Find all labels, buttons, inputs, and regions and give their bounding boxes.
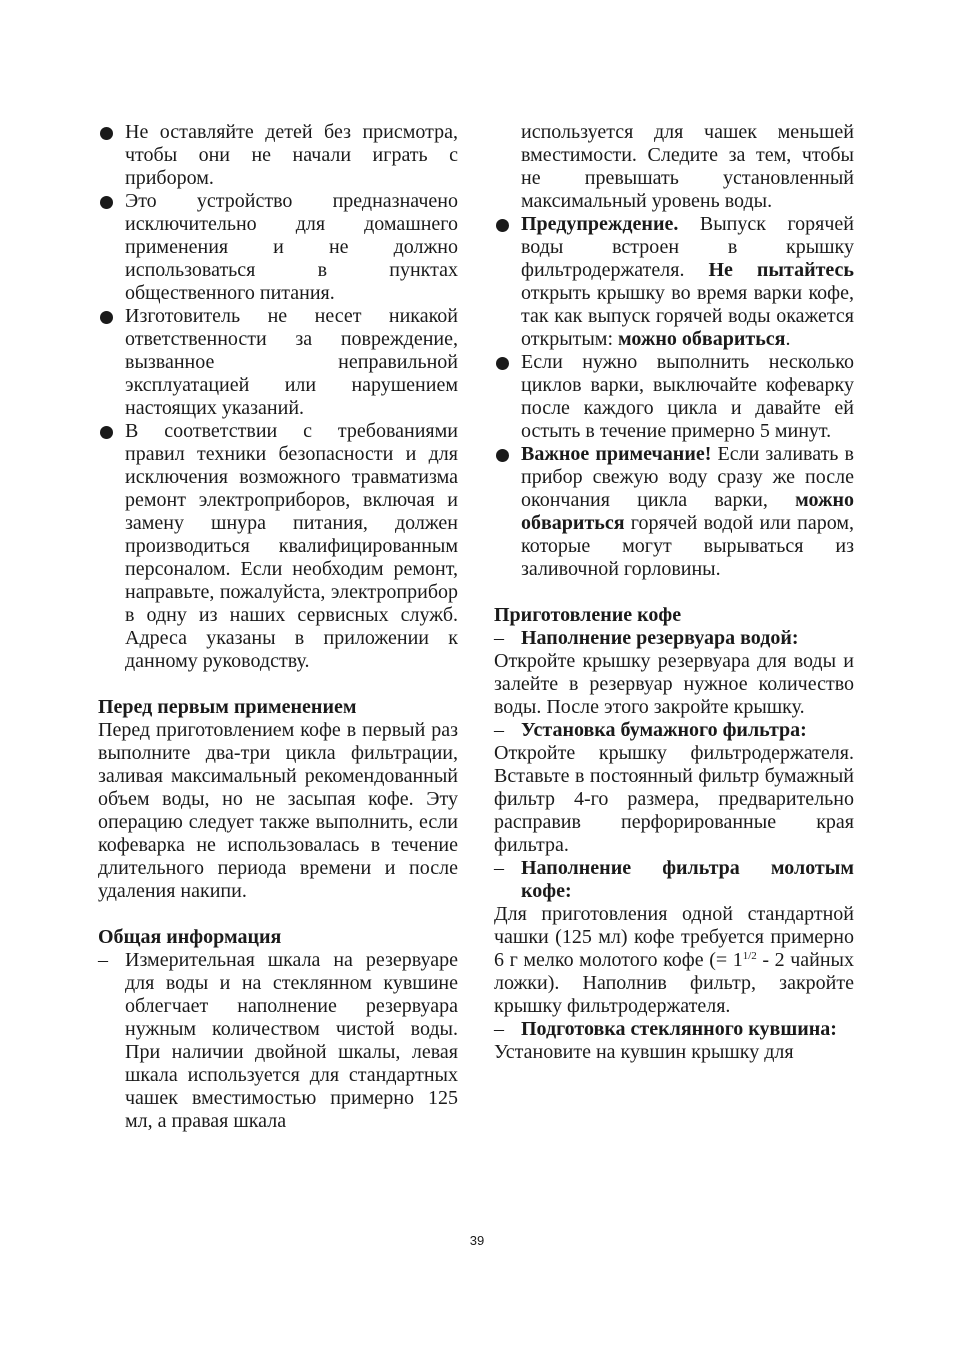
cycles-item: Если нужно выполнить несколько циклов варки, выключайте кофеварку после каждого цикла и давайте ей остыть в течение примерно 5 минут. [494, 351, 854, 443]
right-column [494, 121, 854, 1064]
bullet-item: В соответствии с требованиями правил техники безопасности и для исключения возможного травматизма ремонт электроприборов, включая и замену шнура питания, должен производиться квалифицированным персоналом. Если необходим ремонт, направьте, пожалуйста, электроприбор в одну из наших сервисных служб. Адреса указаны в приложении к данному руководству. [98, 420, 458, 673]
step-paper-filter-heading: – Установка бумажного фильтра: [494, 719, 854, 742]
step-jug-heading: – Подготовка стеклянного кувшина: [494, 1018, 854, 1041]
coffee-prep-heading: Приготовление кофе [494, 604, 682, 626]
first-use-heading: Перед первым применением [98, 696, 357, 718]
bullet-item: Изготовитель не несет никакой ответственности за повреждение, вызванное неправильной эксплуатацией или нарушением настоящих указаний. [98, 305, 458, 420]
important-label: Важное примечание! [521, 443, 712, 465]
step-fill-coffee-text: Для приготовления одной стандартной чашки (125 мл) кофе требуется примерно 6 г мелко молотого кофе (= $1^{1/2} - 2$ чайных ложки). Наполнив фильтр, закройте крышку фильтродержателя. [494, 903, 854, 1017]
safety-bullet-list [98, 121, 458, 673]
step-jug-text: Установите на кувшин крышку для [494, 1041, 794, 1063]
warning-bullet-list [494, 213, 854, 581]
general-info-continuation: используется для чашек меньшей вместимости. Следите за тем, чтобы не превышать установленный максимальный уровень воды. [521, 121, 854, 212]
general-info-heading: Общая информация [98, 926, 282, 948]
general-info-item: – Измерительная шкала на резервуаре для воды и на стеклянном кувшине облегчает наполнение резервуара нужным количеством чистой воды. При наличии двойной шкалы, левая шкала используется для стандартных чашек вместимостью примерно 125 мл, а правая шкала [98, 949, 458, 1133]
step-paper-filter-text: Откройте крышку фильтродержателя. Вставьте в постоянный фильтр бумажный фильтр 4-го размера, предварительно расправив перфорированные края фильтра. [494, 742, 854, 856]
fraction: 1/2 [742, 950, 757, 962]
first-use-text: Перед приготовлением кофе в первый раз выполните два-три цикла фильтрации, заливая максимальный рекомендованный объем воды, но не засыпая кофе. Эту операцию следует также выполнить, если кофеварка не использовалась в течение длительного периода времени и после удаления накипи. [98, 719, 458, 902]
warning-item: Предупреждение. Выпуск горячей воды встроен в крышку фильтродержателя. Не пытайтесь открыть крышку во время варки кофе, так как выпуск горячей воды окажется открытым: можно обвариться. [494, 213, 854, 351]
page-number: 39 [469, 1233, 485, 1248]
warning-label: Предупреждение. [521, 213, 679, 235]
bullet-item: Это устройство предназначено исключительно для домашнего применения и не должно использоваться в пунктах общественного питания. [98, 190, 458, 305]
step-fill-water-heading: – Наполнение резервуара водой: [494, 627, 854, 650]
step-fill-coffee-heading: – Наполнение фильтра молотым кофе: [494, 857, 854, 903]
step-fill-water-text: Откройте крышку резервуара для воды и залейте в резервуар нужное количество воды. После этого закройте крышку. [494, 650, 854, 718]
left-column [98, 121, 458, 1133]
important-note-item: Важное примечание! Если заливать в прибор свежую воду сразу же после окончания цикла варки, можно обвариться горячей водой или паром, которые могут вырываться из заливочной горловины. [494, 443, 854, 581]
bullet-item: Не оставляйте детей без присмотра, чтобы они не начали играть с прибором. [98, 121, 458, 190]
